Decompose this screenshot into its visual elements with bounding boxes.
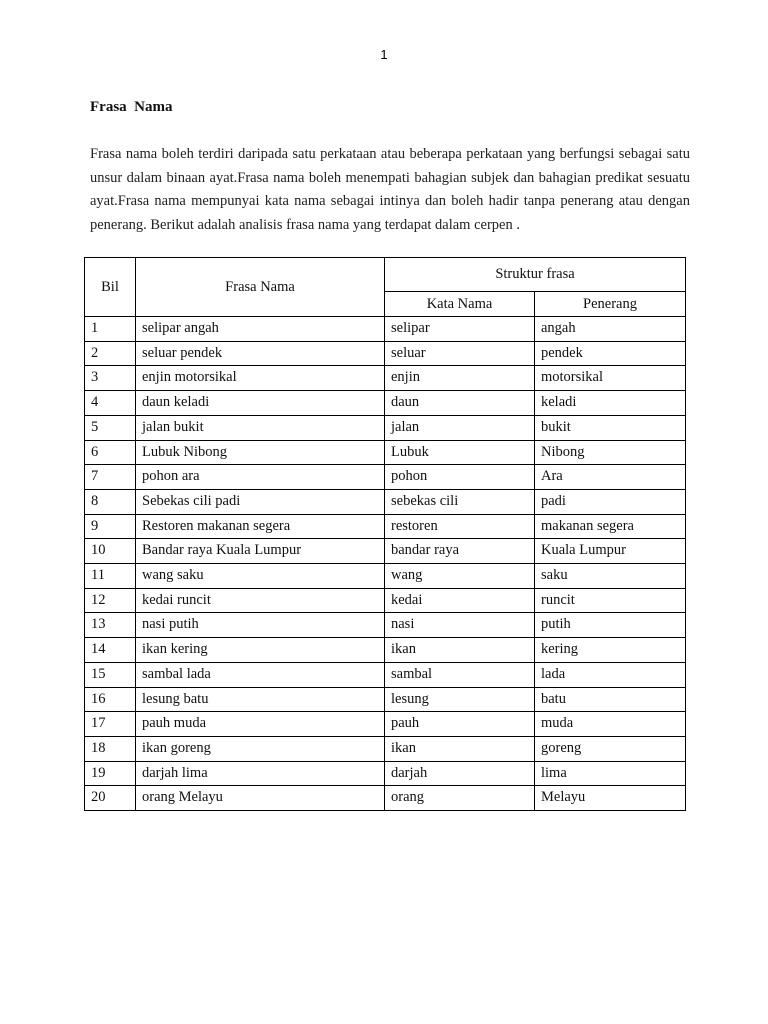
row-kata-nama: seluar [385,341,535,366]
row-bil: 11 [85,564,136,589]
row-bil: 9 [85,514,136,539]
row-kata-nama: Lubuk [385,440,535,465]
header-penerang: Penerang [535,292,686,317]
row-kata-nama: pauh [385,712,535,737]
row-frasa-nama: seluar pendek [136,341,385,366]
row-penerang: lima [535,761,686,786]
row-kata-nama: daun [385,391,535,416]
table-row [85,514,686,539]
row-bil: 8 [85,489,136,514]
row-penerang: batu [535,687,686,712]
row-penerang: makanan segera [535,514,686,539]
row-kata-nama: bandar raya [385,539,535,564]
row-penerang: lada [535,662,686,687]
row-bil: 2 [85,341,136,366]
row-bil: 20 [85,786,136,811]
row-frasa-nama: jalan bukit [136,415,385,440]
row-penerang: runcit [535,588,686,613]
row-bil: 3 [85,366,136,391]
page-number: 1 [380,47,388,62]
row-penerang: pendek [535,341,686,366]
row-penerang: muda [535,712,686,737]
row-frasa-nama: kedai runcit [136,588,385,613]
row-penerang: putih [535,613,686,638]
row-bil: 1 [85,317,136,342]
table-row [85,687,686,712]
frasa-nama-table [84,257,686,811]
row-bil: 7 [85,465,136,490]
row-penerang: kering [535,638,686,663]
row-bil: 13 [85,613,136,638]
row-frasa-nama: Lubuk Nibong [136,440,385,465]
row-frasa-nama: orang Melayu [136,786,385,811]
row-kata-nama: nasi [385,613,535,638]
header-kata-nama: Kata Nama [385,292,535,317]
row-kata-nama: pohon [385,465,535,490]
row-penerang: Ara [535,465,686,490]
row-kata-nama: ikan [385,638,535,663]
table-row [85,613,686,638]
table-header-row [85,258,686,292]
row-bil: 10 [85,539,136,564]
table-row [85,317,686,342]
row-penerang: motorsikal [535,366,686,391]
table-row [85,712,686,737]
row-bil: 5 [85,415,136,440]
table-row [85,465,686,490]
table-row [85,391,686,416]
row-frasa-nama: wang saku [136,564,385,589]
row-bil: 14 [85,638,136,663]
row-penerang: bukit [535,415,686,440]
row-frasa-nama: enjin motorsikal [136,366,385,391]
table-row [85,539,686,564]
table-row [85,564,686,589]
row-kata-nama: sambal [385,662,535,687]
row-kata-nama: restoren [385,514,535,539]
header-frasa-nama: Frasa Nama [136,258,385,317]
row-kata-nama: orang [385,786,535,811]
row-penerang: keladi [535,391,686,416]
table-row [85,440,686,465]
section-heading: Frasa Nama [90,99,173,115]
row-kata-nama: ikan [385,736,535,761]
row-penerang: Melayu [535,786,686,811]
table-row [85,761,686,786]
row-frasa-nama: nasi putih [136,613,385,638]
row-penerang: Kuala Lumpur [535,539,686,564]
row-penerang: padi [535,489,686,514]
row-kata-nama: selipar [385,317,535,342]
row-kata-nama: wang [385,564,535,589]
row-bil: 17 [85,712,136,737]
row-kata-nama: enjin [385,366,535,391]
row-kata-nama: kedai [385,588,535,613]
intro-paragraph: Frasa nama boleh terdiri daripada satu perkataan atau beberapa perkataan yang berfungsi sebagai satu unsur dalam binaan ayat.Frasa nama boleh menempati bahagian subjek dan bahagian predikat sesuatu ayat.Frasa nama mempunyai kata nama sebagai intinya dan boleh hadir tanpa penerang atau dengan penerang. Berikut adalah analisis frasa nama yang terdapat dalam cerpen . [90,146,690,233]
row-bil: 15 [85,662,136,687]
header-struktur-frasa: Struktur frasa [385,258,686,292]
row-penerang: angah [535,317,686,342]
table-row [85,366,686,391]
row-penerang: goreng [535,736,686,761]
table-row [85,341,686,366]
row-bil: 18 [85,736,136,761]
table-body [85,317,686,811]
table-row [85,662,686,687]
row-frasa-nama: Bandar raya Kuala Lumpur [136,539,385,564]
header-bil: Bil [85,258,136,317]
row-frasa-nama: Restoren makanan segera [136,514,385,539]
row-frasa-nama: sambal lada [136,662,385,687]
row-frasa-nama: lesung batu [136,687,385,712]
table-row [85,638,686,663]
row-bil: 4 [85,391,136,416]
row-frasa-nama: ikan goreng [136,736,385,761]
row-kata-nama: lesung [385,687,535,712]
row-bil: 6 [85,440,136,465]
row-kata-nama: jalan [385,415,535,440]
table-row [85,415,686,440]
row-frasa-nama: daun keladi [136,391,385,416]
row-frasa-nama: ikan kering [136,638,385,663]
row-penerang: saku [535,564,686,589]
row-penerang: Nibong [535,440,686,465]
row-kata-nama: darjah [385,761,535,786]
table-row [85,489,686,514]
table-row [85,786,686,811]
row-kata-nama: sebekas cili [385,489,535,514]
row-bil: 16 [85,687,136,712]
row-frasa-nama: darjah lima [136,761,385,786]
row-bil: 19 [85,761,136,786]
row-frasa-nama: pauh muda [136,712,385,737]
row-frasa-nama: pohon ara [136,465,385,490]
table-row [85,588,686,613]
row-frasa-nama: selipar angah [136,317,385,342]
row-bil: 12 [85,588,136,613]
table-row [85,736,686,761]
row-frasa-nama: Sebekas cili padi [136,489,385,514]
